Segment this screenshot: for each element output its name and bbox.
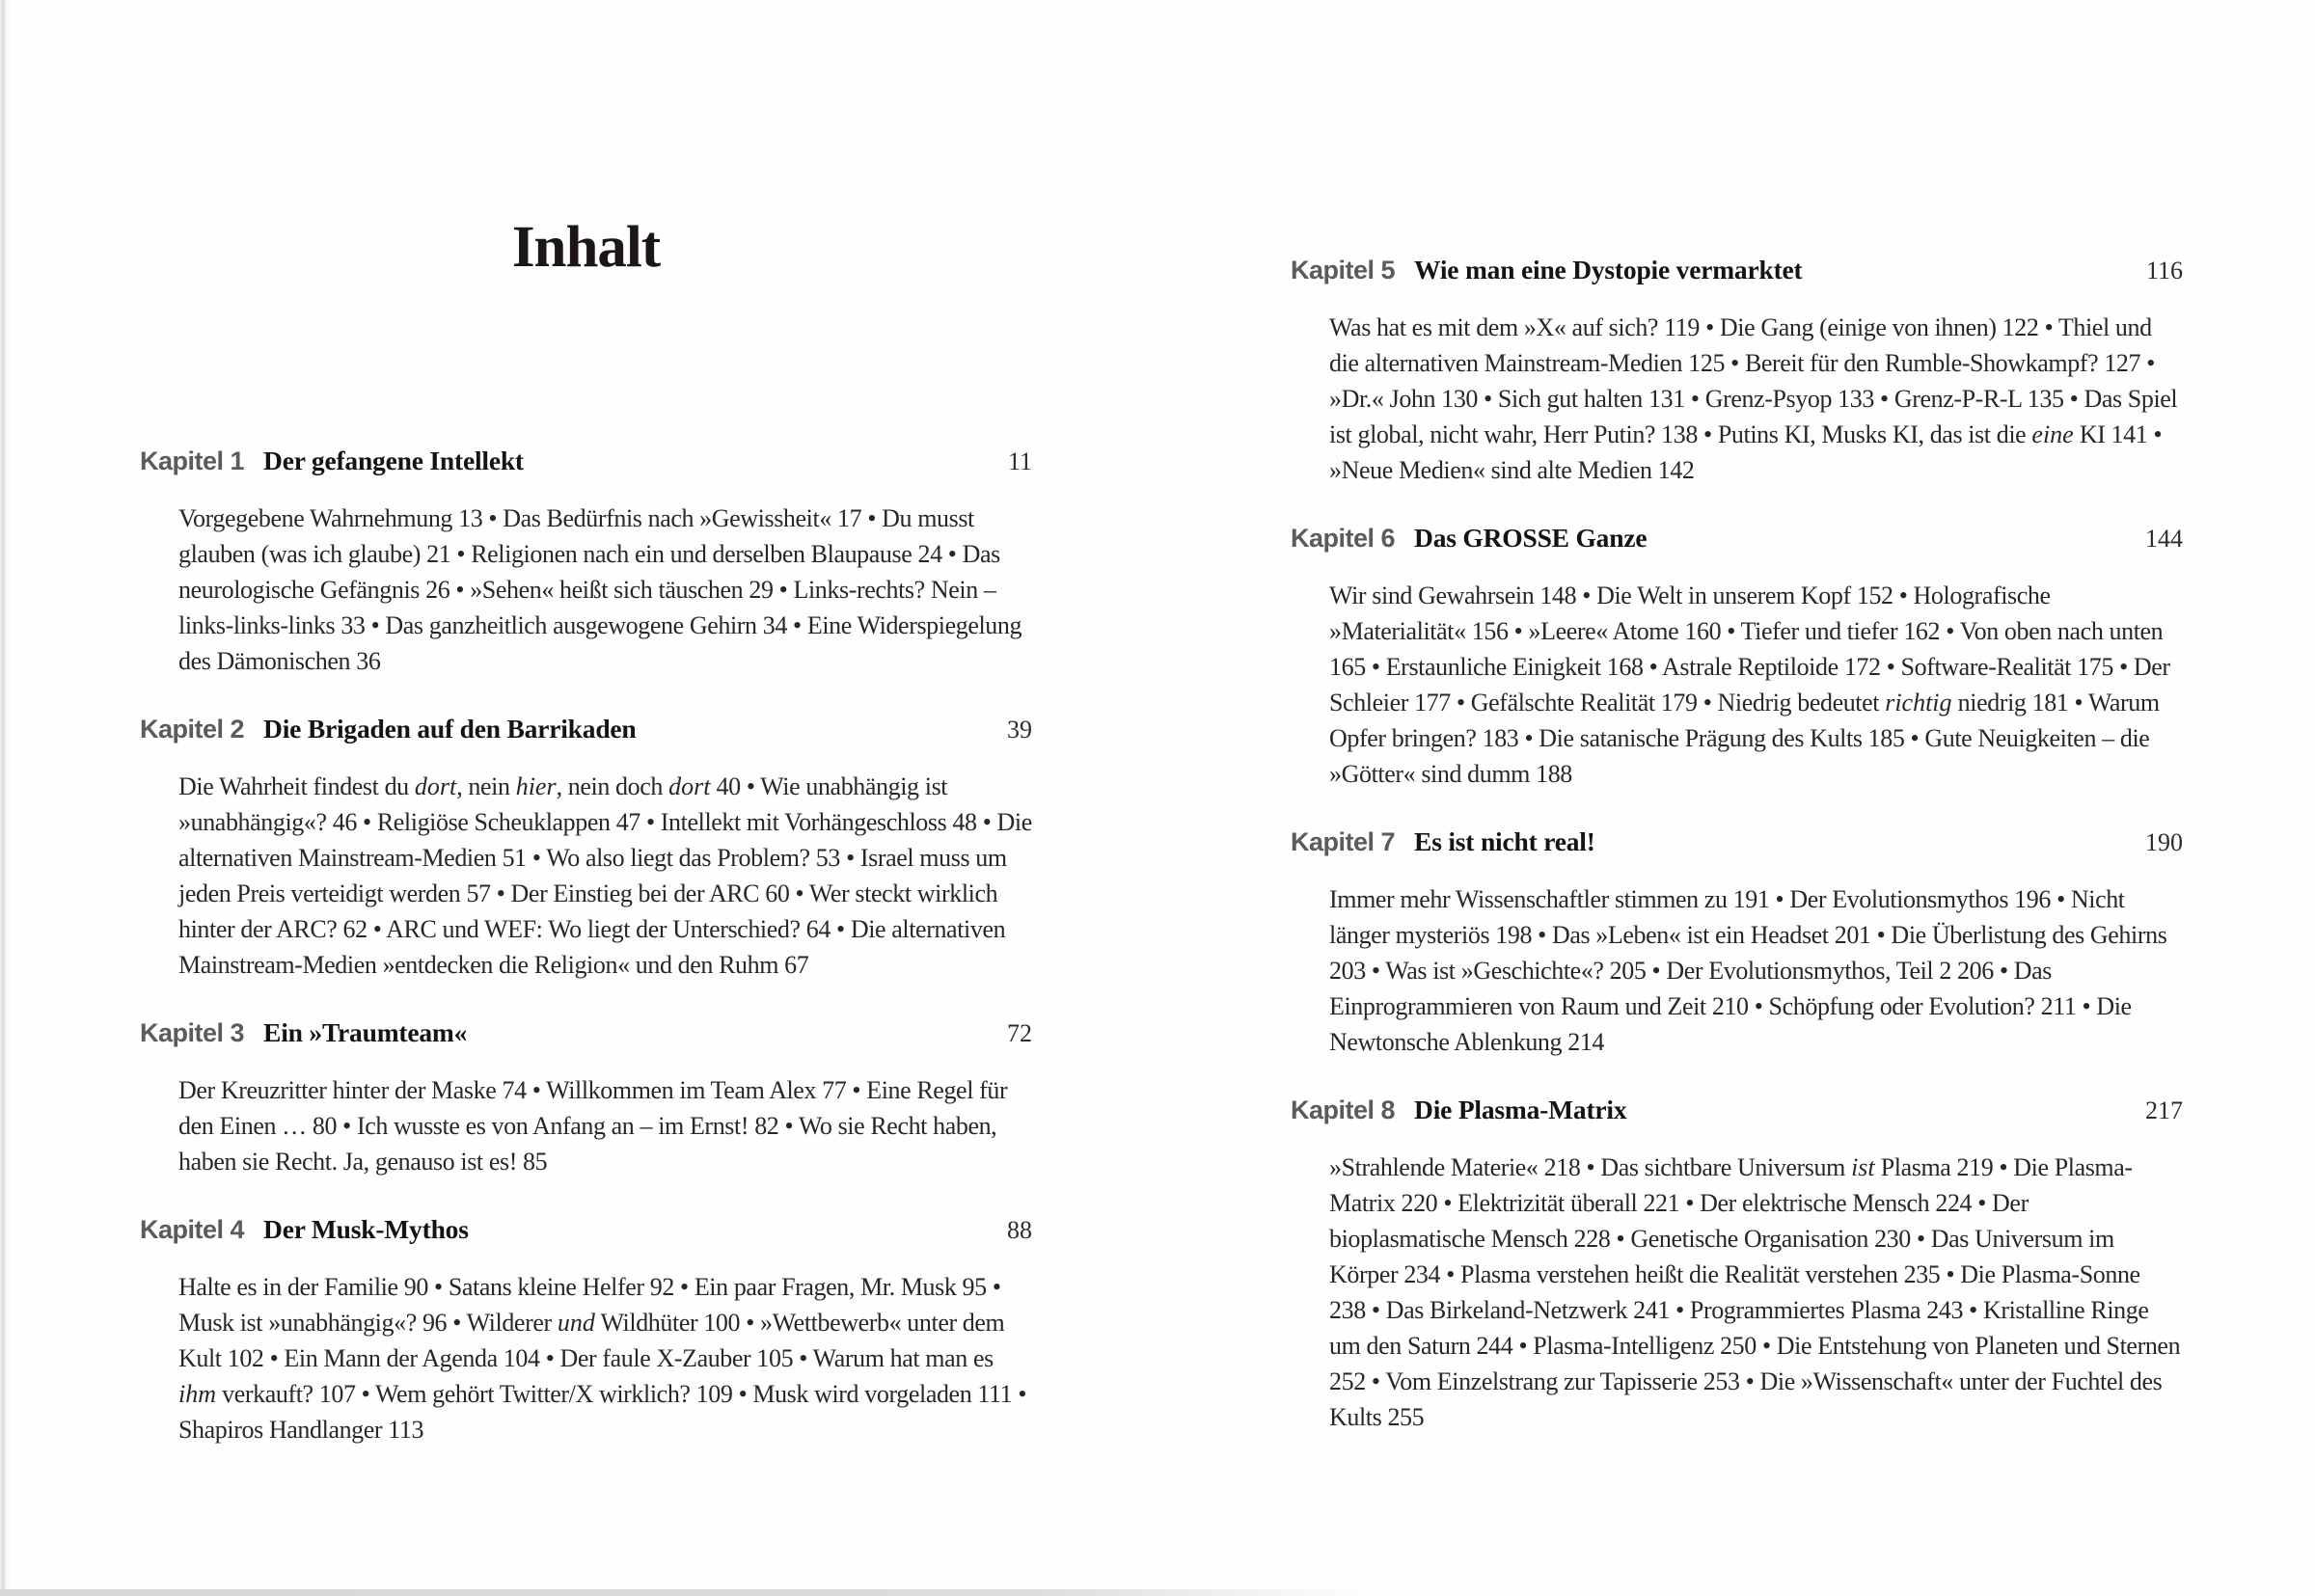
chapter-label: Kapitel 7 <box>1291 827 1396 856</box>
chapter-topics: Was hat es mit dem »X« auf sich? 119 • Die Gang (einige von ihnen) 122 • Thiel und die alternativen Mainstream-Medien 125 • Bereit für den Rumble-Showkampf? 127 • »Dr.« John 130 • Sich gut halten 131 • Grenz-Psyop 133 • Grenz-P-R-L 135 • Das Spiel ist global, nicht wahr, Herr Putin? 138 • Putins KI, Musks KI, das ist die eine KI 141 • »Neue Medien« sind alte Medien 142 <box>1329 313 2178 484</box>
chapter-heading <box>140 710 1032 749</box>
toc-chapter-2 <box>140 710 1032 983</box>
chapter-page-number: 144 <box>2145 525 2183 553</box>
chapter-title: Die Brigaden auf den Barrikaden <box>263 714 637 744</box>
toc-chapter-4 <box>140 1210 1032 1447</box>
chapter-heading <box>140 1210 1032 1250</box>
chapter-title: Der Musk-Mythos <box>263 1214 469 1244</box>
chapter-topics: Der Kreuzritter hinter der Maske 74 • Willkommen im Team Alex 77 • Eine Regel für den Einen … 80 • Ich wusste es von Anfang an – im Ernst! 82 • Wo sie Recht haben, haben sie Recht. Ja, genauso ist es! 85 <box>178 1076 1008 1176</box>
chapter-title: Die Plasma-Matrix <box>1414 1095 1627 1124</box>
page-title: Inhalt <box>511 215 661 280</box>
chapter-label: Kapitel 4 <box>140 1215 245 1244</box>
toc-chapter-3 <box>140 1014 1032 1179</box>
chapter-heading <box>140 442 1032 481</box>
toc-chapter-7 <box>1291 823 2183 1060</box>
chapter-title: Das GROSSE Ganze <box>1414 523 1648 553</box>
chapter-page-number: 72 <box>1007 1019 1032 1047</box>
toc-column-right <box>1291 251 2183 1466</box>
page-edge-left-artifact <box>0 0 12 1596</box>
toc-chapter-8 <box>1291 1091 2183 1435</box>
chapter-label: Kapitel 5 <box>1291 256 1396 284</box>
chapter-page-number: 190 <box>2145 828 2183 856</box>
chapter-title: Wie man eine Dystopie vermarktet <box>1414 255 1803 284</box>
chapter-title: Der gefangene Intellekt <box>263 446 524 475</box>
chapter-label: Kapitel 3 <box>140 1018 245 1047</box>
toc-column-left <box>140 442 1032 1478</box>
chapter-label: Kapitel 2 <box>140 715 245 744</box>
chapter-label: Kapitel 6 <box>1291 524 1396 553</box>
chapter-page-number: 11 <box>1007 447 1032 475</box>
page-edge-bottom-artifact <box>0 1589 1370 1596</box>
chapter-page-number: 217 <box>2145 1096 2183 1124</box>
chapter-topics: Die Wahrheit findest du dort, nein hier, nein doch dort 40 • Wie unabhängig ist »unabhängig«? 46 • Religiöse Scheuklappen 47 • Intellekt mit Vorhängeschloss 48 • Die alternativen Mainstream-Medien 51 • Wo also liegt das Problem? 53 • Israel muss um jeden Preis verteidigt werden 57 • Der Einstieg bei der ARC 60 • Wer steckt wirklich hinter der ARC? 62 • ARC und WEF: Wo liegt der Unterschied? 64 • Die alternativen Mainstream-Medien »entdecken die Religion« und den Ruhm 67 <box>178 772 1032 979</box>
chapter-label: Kapitel 1 <box>140 446 245 475</box>
chapter-page-number: 88 <box>1007 1216 1032 1244</box>
chapter-topics: Vorgegebene Wahrnehmung 13 • Das Bedürfnis nach »Gewissheit« 17 • Du musst glauben (was ich glaube) 21 • Religionen nach ein und derselben Blaupause 24 • Das neurologische Gefängnis 26 • »Sehen« heißt sich täuschen 29 • Links-rechts? Nein – links-links-links 33 • Das ganzheitlich ausgewogene Gehirn 34 • Eine Widerspiegelung des Dämonischen 36 <box>178 504 1022 675</box>
chapter-heading <box>1291 519 2183 558</box>
chapter-topics: »Strahlende Materie« 218 • Das sichtbare Universum ist Plasma 219 • Die Plasma-Matrix 220 • Elektrizität überall 221 • Der elektrische Mensch 224 • Der bioplasmatische Mensch 228 • Genetische Organisation 230 • Das Universum im Körper 234 • Plasma verstehen heißt die Realität verstehen 235 • Die Plasma-Sonne 238 • Das Birkeland-Netzwerk 241 • Programmiertes Plasma 243 • Kristalline Ringe um den Saturn 244 • Plasma-Intelligenz 250 • Die Entstehung von Planeten und Sternen 252 • Vom Einzelstrang zur Tapisserie 253 • Die »Wissenschaft« unter der Fuchtel des Kults 255 <box>1329 1153 2181 1431</box>
chapter-page-number: 116 <box>2145 257 2183 284</box>
chapter-heading <box>1291 251 2183 290</box>
chapter-topics: Halte es in der Familie 90 • Satans kleine Helfer 92 • Ein paar Fragen, Mr. Musk 95 • Musk ist »unabhängig«? 96 • Wilderer und Wildhüter 100 • »Wettbewerb« unter dem Kult 102 • Ein Mann der Agenda 104 • Der faule X-Zauber 105 • Warum hat man es ihm verkauft? 107 • Wem gehört Twitter/X wirklich? 109 • Musk wird vorgeladen 111 • Shapiros Handlanger 113 <box>178 1273 1027 1444</box>
toc-chapter-6 <box>1291 519 2183 792</box>
chapter-heading <box>140 1014 1032 1053</box>
chapter-title: Ein »Traumteam« <box>263 1017 468 1047</box>
chapter-topics: Immer mehr Wissenschaftler stimmen zu 191 • Der Evolutionsmythos 196 • Nicht länger mysteriös 198 • Das »Leben« ist ein Headset 201 • Die Überlistung des Gehirns 203 • Was ist »Geschichte«? 205 • Der Evolutionsmythos, Teil 2 206 • Das Einprogrammieren von Raum und Zeit 210 • Schöpfung oder Evolution? 211 • Die Newtonsche Ablenkung 214 <box>1329 885 2167 1056</box>
toc-chapter-5 <box>1291 251 2183 488</box>
chapter-page-number: 39 <box>1007 716 1032 744</box>
chapter-title: Es ist nicht real! <box>1414 826 1595 856</box>
chapter-heading <box>1291 1091 2183 1130</box>
chapter-heading <box>1291 823 2183 862</box>
chapter-topics: Wir sind Gewahrsein 148 • Die Welt in unserem Kopf 152 • Holografische »Materialität« 156 • »Leere« Atome 160 • Tiefer und tiefer 162 • Von oben nach unten 165 • Erstaunliche Einigkeit 168 • Astrale Reptiloide 172 • Software-Realität 175 • Der Schleier 177 • Gefälschte Realität 179 • Niedrig bedeutet richtig niedrig 181 • Warum Opfer bringen? 183 • Die satanische Prägung des Kults 185 • Gute Neuigkeiten – die »Götter« sind dumm 188 <box>1329 582 2170 788</box>
toc-chapter-1 <box>140 442 1032 679</box>
chapter-label: Kapitel 8 <box>1291 1096 1396 1124</box>
